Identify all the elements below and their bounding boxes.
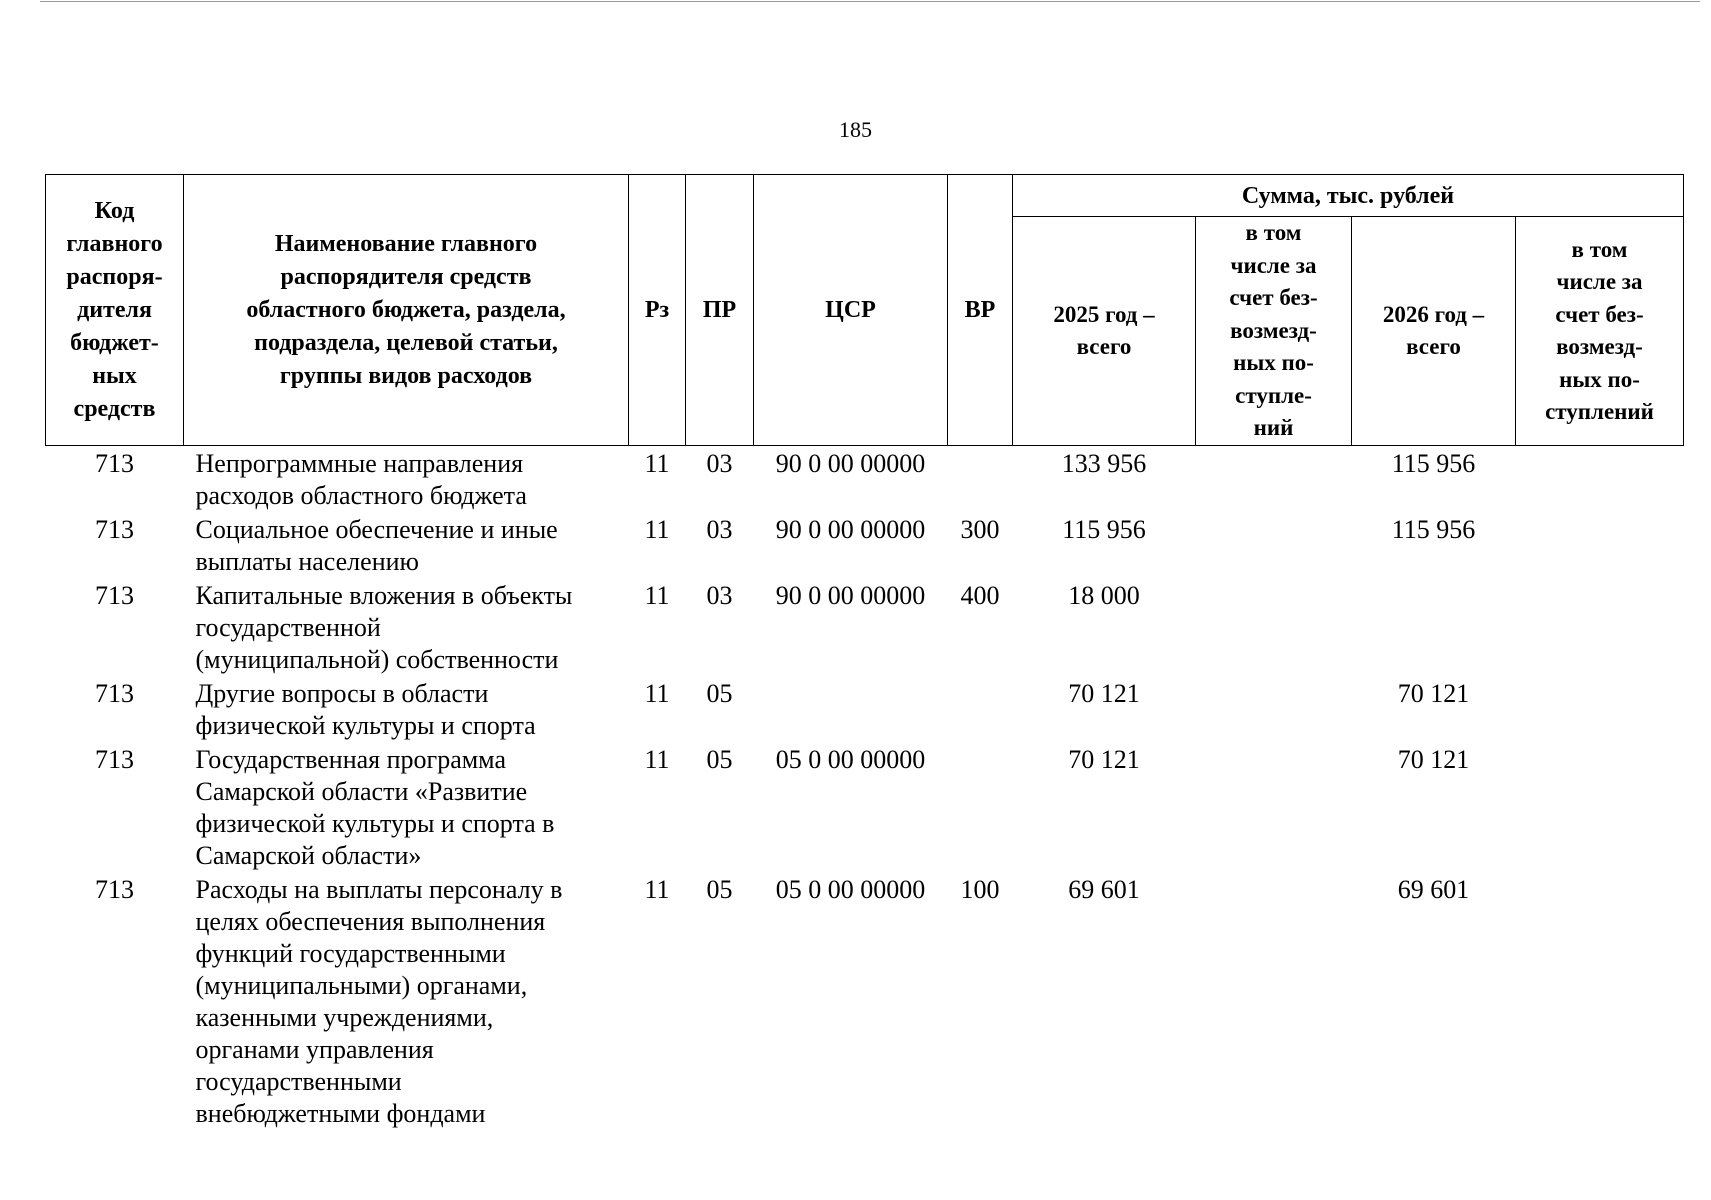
scan-top-edge bbox=[40, 1, 1700, 2]
cell-pr: 03 bbox=[706, 449, 733, 478]
cell-vr bbox=[948, 676, 1013, 742]
cell-csr: 05 0 00 00000 bbox=[775, 875, 926, 904]
cell-2025-free bbox=[1196, 742, 1352, 872]
cell-csr: 90 0 00 00000 bbox=[775, 581, 926, 610]
cell-2026-total: 115 956 bbox=[1391, 449, 1476, 478]
cell-2025-total: 115 956 bbox=[1062, 515, 1146, 544]
cell-2026-free bbox=[1516, 676, 1684, 742]
cell-code: 713 bbox=[95, 449, 134, 478]
cell-vr bbox=[948, 742, 1013, 872]
cell-2025-total: 133 956 bbox=[1061, 449, 1147, 478]
cell-2025-total: 70 121 bbox=[1068, 745, 1140, 774]
table-body bbox=[46, 446, 1684, 1131]
cell-pr: 03 bbox=[706, 581, 733, 610]
header-csr: ЦСР bbox=[754, 175, 948, 446]
cell-rz: 11 bbox=[644, 515, 670, 544]
cell-pr: 05 bbox=[706, 875, 733, 904]
cell-code: 713 bbox=[95, 875, 134, 904]
cell-2026-free bbox=[1516, 512, 1684, 578]
cell-2026-free bbox=[1516, 578, 1684, 676]
cell-2025-free bbox=[1196, 446, 1352, 513]
cell-2026-free bbox=[1516, 446, 1684, 513]
cell-2025-free bbox=[1196, 872, 1352, 1130]
header-pr: ПР bbox=[686, 175, 754, 446]
cell-code: 713 bbox=[95, 745, 134, 774]
header-vr: ВР bbox=[948, 175, 1013, 446]
cell-vr: 300 bbox=[960, 515, 1000, 544]
table-header bbox=[46, 175, 1684, 446]
cell-2026-free bbox=[1516, 872, 1684, 1130]
cell-rz: 11 bbox=[644, 875, 670, 904]
cell-2025-free bbox=[1196, 578, 1352, 676]
header-2026-total: 2026 год – всего bbox=[1352, 217, 1516, 446]
header-code: Код главного распоря- дителя бюджет- ных средств bbox=[46, 175, 184, 446]
cell-rz: 11 bbox=[644, 449, 670, 478]
cell-name: Капитальные вложения в объекты государственной (муниципальной) собственности bbox=[195, 581, 573, 674]
table-row bbox=[46, 446, 1684, 513]
cell-name: Социальное обеспечение и иные выплаты населению bbox=[195, 515, 558, 576]
cell-pr: 05 bbox=[706, 745, 733, 774]
budget-table bbox=[45, 174, 1684, 1130]
cell-name: Непрограммные направления расходов областного бюджета bbox=[195, 449, 527, 510]
header-rz: Рз bbox=[629, 175, 686, 446]
cell-name: Государственная программа Самарской области «Развитие физической культуры и спорта в Самарской области» bbox=[195, 745, 555, 870]
cell-rz: 11 bbox=[644, 581, 670, 610]
header-row-top bbox=[46, 175, 1684, 217]
cell-2026-total: 70 121 bbox=[1397, 679, 1470, 708]
cell-code: 713 bbox=[95, 679, 134, 708]
cell-2026-total: 70 121 bbox=[1397, 745, 1470, 774]
header-2025-free: в том числе за счет без- возмезд- ных по- ступле- ний bbox=[1196, 217, 1352, 446]
cell-name: Расходы на выплаты персоналу в целях обеспечения выполнения функций государственными (муниципальными) органами, казенными учреждениями, органами управления государственными внебюджетными фондами bbox=[195, 875, 563, 1128]
cell-vr bbox=[948, 446, 1013, 513]
table-row bbox=[46, 676, 1684, 742]
cell-csr: 05 0 00 00000 bbox=[775, 745, 926, 774]
cell-2026-total: 115 956 bbox=[1391, 515, 1476, 544]
header-sum-group: Сумма, тыс. рублей bbox=[1013, 175, 1684, 217]
cell-vr: 400 bbox=[960, 581, 1000, 610]
cell-code: 713 bbox=[95, 581, 134, 610]
cell-pr: 03 bbox=[706, 515, 733, 544]
cell-csr: 90 0 00 00000 bbox=[775, 449, 926, 478]
cell-csr bbox=[754, 676, 948, 742]
cell-2025-total: 69 601 bbox=[1068, 875, 1140, 904]
cell-rz: 11 bbox=[644, 745, 670, 774]
cell-2026-free bbox=[1516, 742, 1684, 872]
cell-name: Другие вопросы в области физической культуры и спорта bbox=[195, 679, 536, 740]
cell-2025-free bbox=[1196, 512, 1352, 578]
header-2026-free: в том числе за счет без- возмезд- ных по- ступлений bbox=[1516, 217, 1684, 446]
table-row bbox=[46, 742, 1684, 872]
cell-2025-total: 18 000 bbox=[1068, 581, 1140, 610]
cell-csr: 90 0 00 00000 bbox=[775, 515, 926, 544]
cell-pr: 05 bbox=[706, 679, 733, 708]
cell-code: 713 bbox=[95, 515, 134, 544]
cell-2025-total: 70 121 bbox=[1068, 679, 1140, 708]
table-row bbox=[46, 578, 1684, 676]
header-2025-total: 2025 год – всего bbox=[1013, 217, 1196, 446]
cell-2026-total bbox=[1352, 578, 1516, 676]
table-row bbox=[46, 872, 1684, 1130]
cell-vr: 100 bbox=[960, 875, 1000, 904]
table-row bbox=[46, 512, 1684, 578]
page-number: 185 bbox=[839, 117, 872, 142]
cell-rz: 11 bbox=[644, 679, 670, 708]
header-name: Наименование главного распорядителя средств областного бюджета, раздела, подраздела, целевой статьи, группы видов расходов bbox=[184, 175, 629, 446]
cell-2025-free bbox=[1196, 676, 1352, 742]
cell-2026-total: 69 601 bbox=[1397, 875, 1470, 904]
